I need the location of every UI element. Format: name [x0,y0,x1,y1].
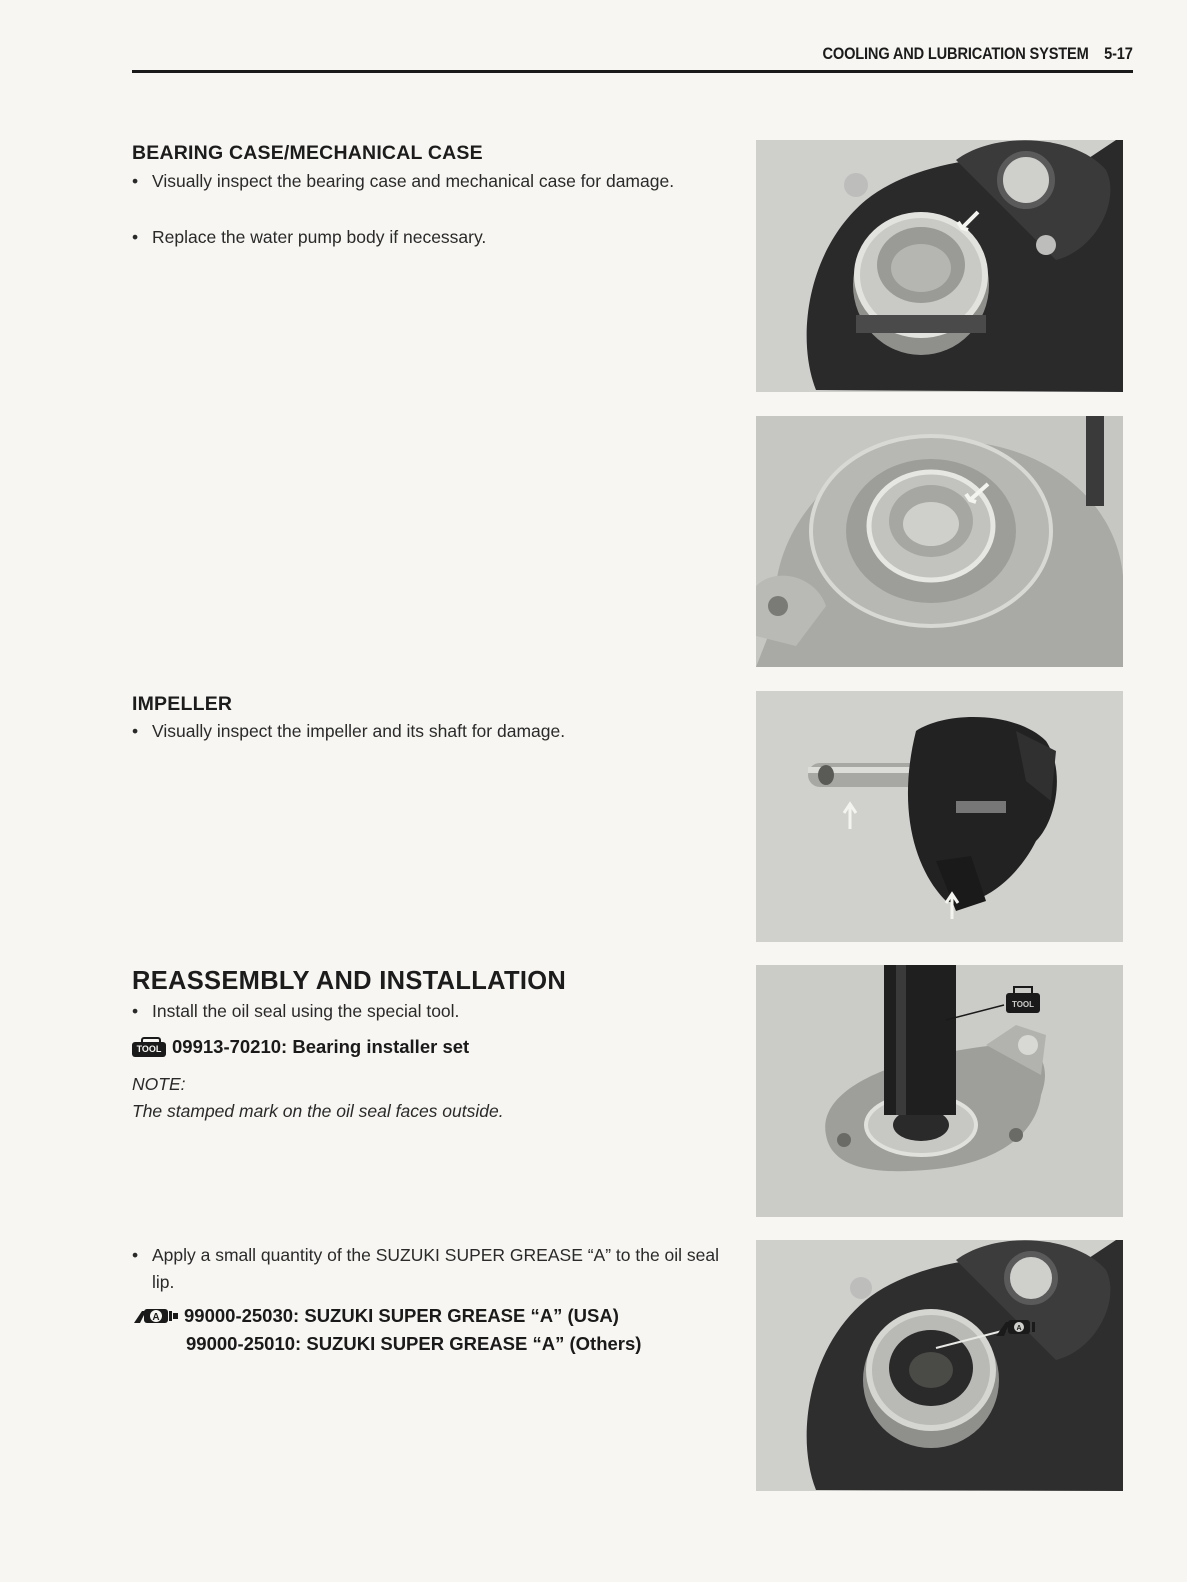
bullet-inspect-impeller: • Visually inspect the impeller and its shaft for damage. [132,718,742,745]
photo-impeller [756,691,1123,942]
photo-grease-application [756,1240,1123,1491]
grease-spec-usa: 99000-25030: SUZUKI SUPER GREASE “A” (USA) [184,1305,619,1326]
note-label: NOTE: [132,1074,186,1094]
page-number: 5-17 [1104,44,1133,63]
heading-reassembly: REASSEMBLY AND INSTALLATION [132,967,567,995]
grease-spec-others: 99000-25010: SUZUKI SUPER GREASE “A” (Others) [186,1333,642,1354]
bullet-install-oil-seal: • Install the oil seal using the special tool. [132,998,742,1025]
bullet-apply-grease: • Apply a small quantity of the SUZUKI SUPER GREASE “A” to the oil seal lip. [132,1242,742,1296]
grease-spec-usa-line [132,1305,619,1327]
heading-impeller: IMPELLER [132,693,233,715]
photo-bearing-case [756,140,1123,392]
photo-mechanical-case [756,416,1123,667]
bullet-replace-pump-body: • Replace the water pump body if necessary. [132,224,742,251]
special-tool-icon: TOOL [132,1037,166,1057]
photo-oil-seal-install [756,965,1123,1217]
bullet-inspect-bearing-case: • Visually inspect the bearing case and mechanical case for damage. [132,168,742,195]
tool-spec-line [132,1036,469,1058]
page-header [132,44,1133,73]
heading-bearing-case: BEARING CASE/MECHANICAL CASE [132,142,483,164]
grease-icon [132,1305,180,1327]
header-title-line [823,44,1133,64]
svg-text:TOOL: TOOL [1011,1000,1035,1009]
section-title: COOLING AND LUBRICATION SYSTEM [822,44,1089,63]
note-text: The stamped mark on the oil seal faces outside. [132,1101,504,1121]
svg-text:A: A [1016,1325,1022,1332]
tool-spec-text: 09913-70210: Bearing installer set [172,1036,470,1057]
svg-text:A: A [152,1312,160,1323]
